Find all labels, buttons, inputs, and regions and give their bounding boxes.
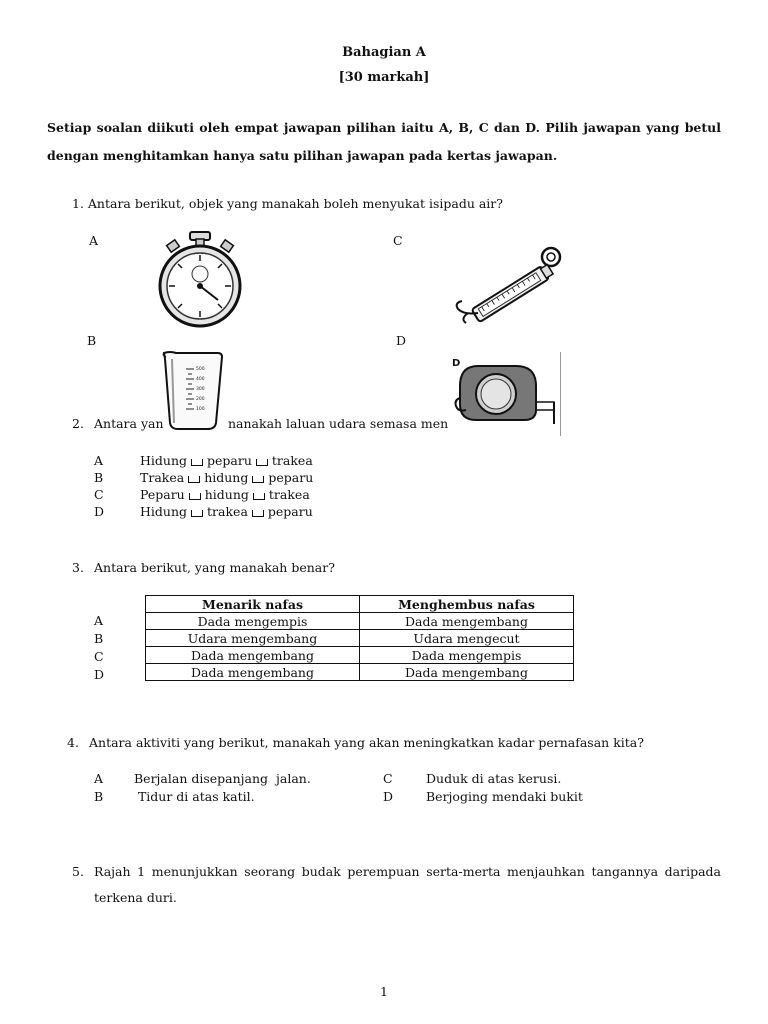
q2-b-word3: peparu [268,470,314,485]
q2-option-c-label: C [94,487,104,502]
instructions: Setiap soalan diikuti oleh empat jawapan pilihan iaitu A, B, C dan D. Pilih jawapan yang betul dengan menghitamkan hanya satu pilihan jawapan pada kertas jawapan. [47,120,721,163]
beaker-mark: 400 [196,377,205,382]
question-2-text-right: nanakah laluan udara semasa men [228,416,449,431]
q4-option-a-text: Berjalan disepanjang jalan. [134,771,311,786]
question-3-number: 3. [72,560,84,575]
q2-option-a-label: A [94,453,104,468]
section-title: Bahagian A [342,45,426,60]
arrow-icon [252,476,264,483]
q2-option-a [140,453,313,468]
arrow-icon [253,493,265,500]
q2-c-word1: Peparu [140,487,185,502]
section-marks: [30 markah] [338,70,430,85]
table-cell: Udara mengembang [146,630,360,647]
q1-option-d-label: D [396,333,407,348]
q2-b-word2: hidung [204,470,249,485]
q2-option-d-label: D [94,504,105,519]
q4-option-c-label: C [383,771,393,786]
measuring-tape-frame [444,352,561,436]
arrow-icon [189,493,201,500]
question-2-text-left: Antara yan [94,416,164,431]
question-3-text: Antara berikut, yang manakah benar? [94,560,335,575]
q2-c-word3: trakea [268,487,310,502]
beaker-mark: 100 [196,407,205,412]
q1-option-a-label: A [89,233,99,248]
table-header-row [146,596,574,613]
table-cell: Dada mengempis [146,613,360,630]
q1-option-c-label: C [393,233,403,248]
question-5-number: 5. [72,864,84,879]
beaker-mark: 200 [196,397,205,402]
table-cell: Dada mengembang [146,647,360,664]
q4-option-b-label: B [94,789,104,804]
q2-d-word1: Hidung [140,504,188,519]
q3-row-b-label: B [94,631,104,646]
q1-option-b-label: B [87,333,97,348]
arrow-icon [191,510,203,517]
beaker-mark: 500 [196,367,205,372]
q2-b-word1: Trakea [140,470,185,485]
q2-a-word3: trakea [271,453,313,468]
beaker-icon [160,349,226,431]
question-5-line-1: Rajah 1 menunjukkan seorang budak perempuan serta-merta menjauhkan tangannya daripada [94,864,721,879]
table-row [146,664,574,681]
q3-row-a-label: A [94,613,104,628]
tape-image-label: D [452,358,461,369]
q2-option-c [140,487,310,502]
stopwatch-icon [152,228,248,330]
breathing-table [145,595,574,681]
column-header-inhale: Menarik nafas [146,596,360,613]
arrow-icon [256,459,268,466]
table-cell: Dada mengembang [146,664,360,681]
table-cell: Dada mengembang [360,613,574,630]
q3-row-c-label: C [94,649,104,664]
table-row [146,630,574,647]
q2-a-word2: peparu [207,453,252,468]
arrow-icon [252,510,264,517]
q2-option-d [140,504,313,519]
arrow-icon [191,459,203,466]
table-cell: Udara mengecut [360,630,574,647]
measuring-tape-icon [454,364,558,434]
q2-d-word2: trakea [207,504,248,519]
question-2-number: 2. [72,416,84,431]
column-header-exhale: Menghembus nafas [360,596,574,613]
q2-a-word1: Hidung [140,453,188,468]
q2-option-b [140,470,313,485]
table-cell: Dada mengembang [360,664,574,681]
q4-option-a-label: A [94,771,104,786]
page-number: 1 [380,984,388,999]
q4-option-c-text: Duduk di atas kerusi. [426,771,562,786]
question-4-text: Antara aktiviti yang berikut, manakah yang akan meningkatkan kadar pernafasan kita? [89,735,644,750]
arrow-icon [188,476,200,483]
q3-row-d-label: D [94,667,105,682]
spring-balance-icon [446,235,572,331]
question-1-text: 1. Antara berikut, objek yang manakah boleh menyukat isipadu air? [72,196,503,211]
question-5-line-2: terkena duri. [94,890,177,905]
q2-c-word2: hidung [204,487,249,502]
q4-option-d-label: D [383,789,394,804]
question-4-number: 4. [67,735,79,750]
q4-option-b-text: Tidur di atas katil. [134,789,255,804]
table-row [146,613,574,630]
table-cell: Dada mengempis [360,647,574,664]
beaker-mark: 300 [196,387,205,392]
q2-option-b-label: B [94,470,104,485]
table-row [146,647,574,664]
q2-d-word3: peparu [267,504,313,519]
q4-option-d-text: Berjoging mendaki bukit [426,789,583,804]
